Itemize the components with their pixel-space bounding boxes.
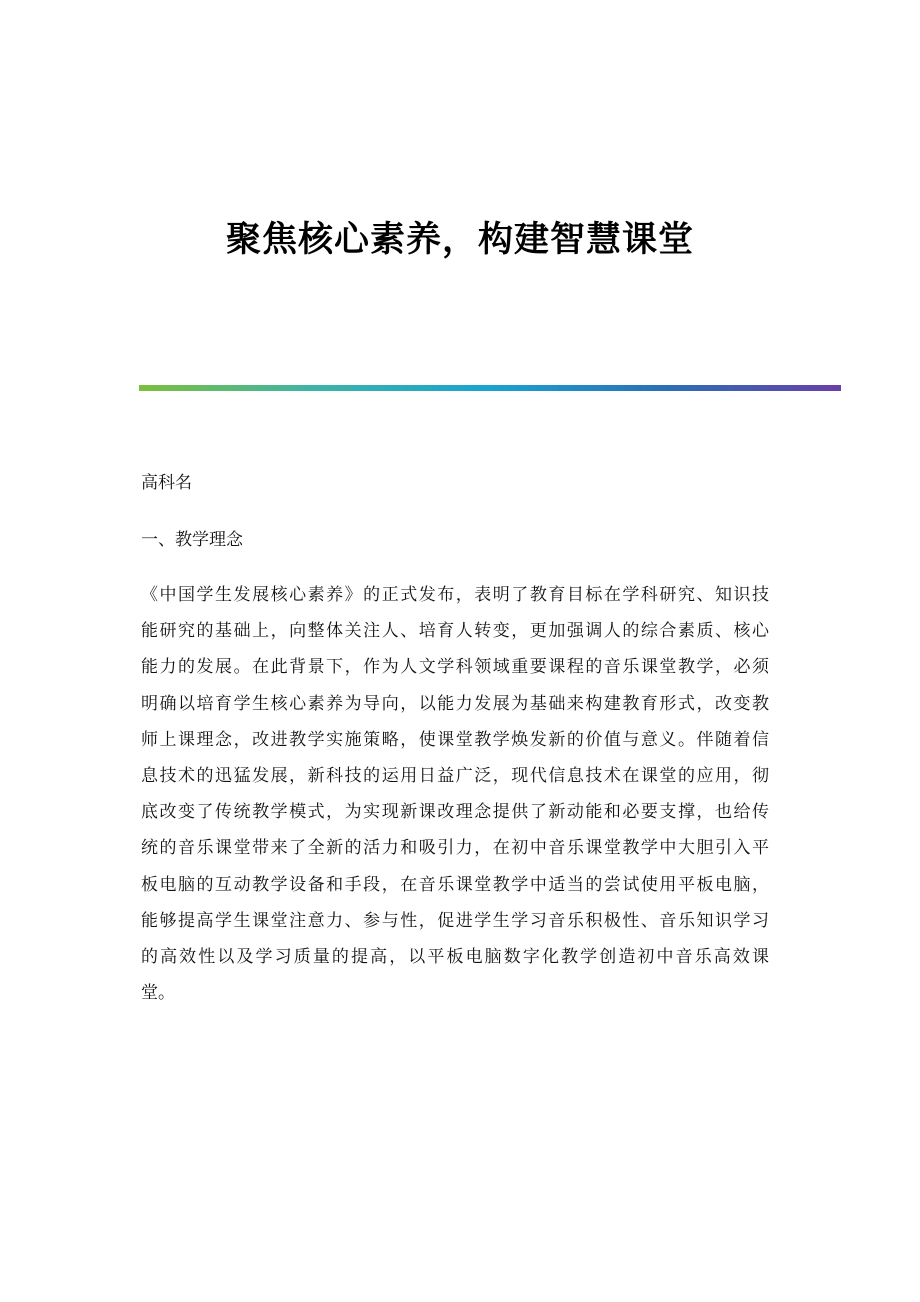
paragraph-line: 堂。 (141, 983, 175, 1004)
paragraph-line: 能力的发展。在此背景下，作为人文学科领域重要课程的音乐课堂教学，必须 (141, 657, 769, 678)
paragraph-line: 能研究的基础上，向整体关注人、培育人转变，更加强调人的综合素质、核心 (141, 621, 769, 642)
paragraph-line: 息技术的迅猛发展，新科技的运用日益广泛，现代信息技术在课堂的应用，彻 (141, 766, 769, 787)
paragraph-line: 底改变了传统教学模式，为实现新课改理念提供了新动能和必要支撑，也给传 (141, 802, 769, 823)
section-heading: 一、教学理念 (141, 530, 243, 550)
paragraph-line: 统的音乐课堂带来了全新的活力和吸引力，在初中音乐课堂教学中大胆引入平 (141, 838, 769, 859)
title-divider (139, 385, 841, 391)
paragraph-line: 《中国学生发展核心素养》的正式发布，表明了教育目标在学科研究、知识技 (141, 585, 769, 605)
paragraph-line: 师上课理念，改进教学实施策略，使课堂教学焕发新的价值与意义。伴随着信 (141, 729, 769, 750)
author-name: 高科名 (141, 473, 192, 493)
paragraph-line: 能够提高学生课堂注意力、参与性，促进学生学习音乐积极性、音乐知识学习 (141, 910, 769, 931)
body-paragraph (141, 577, 781, 1011)
paragraph-line: 明确以培育学生核心素养为导向，以能力发展为基础来构建教育形式，改变教 (141, 693, 769, 714)
document-title: 聚焦核心素养，构建智慧课堂 (225, 219, 694, 260)
paragraph-line: 的高效性以及学习质量的提高，以平板电脑数字化教学创造初中音乐高效课 (141, 947, 769, 968)
paragraph-line: 板电脑的互动教学设备和手段，在音乐课堂教学中适当的尝试使用平板电脑， (141, 874, 769, 895)
